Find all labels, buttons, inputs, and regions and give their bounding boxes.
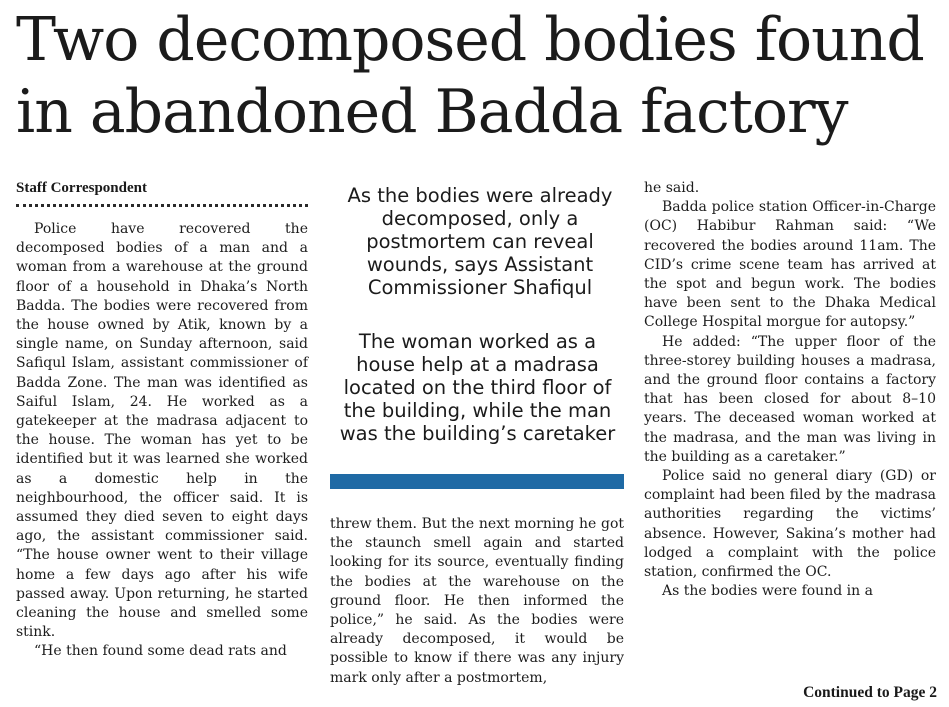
body-paragraph: Police said no general diary (GD) or complaint had been filed by the madrasa authorities regarding the victims’ absence. However, Sakina’s mother had lodged a complaint with the police station, confirmed the OC. — [644, 468, 936, 581]
headline: Two decomposed bodies found in abandoned Badda factory — [16, 5, 924, 147]
pull-quote: As the bodies were already decomposed, only a postmortem can reveal wounds, says Assistant Commissioner Shafiqul — [347, 184, 613, 299]
accent-bar — [330, 474, 624, 489]
body-paragraph: Police have recovered the decomposed bodies of a man and a woman from a warehouse at the ground floor of a household in Dhaka’s North Badda. The bodies were recovered from the house owned by Atik, known by a single name, on Sunday afternoon, said Safiqul Islam, assistant commissioner of Badda Zone. The man was identified as Saiful Islam, 24. He worked as a gatekeeper at the madrasa adjacent to the house. The woman has yet to be identified but it was learned she worked as a domestic help in the neighbourhood, the officer said. It is assumed they died seven to eight days ago, the assistant commissioner said. “The house owner went to their village home a few days ago after his wife passed away. Upon returning, he started cleaning the house and smelled some stink. — [16, 221, 308, 641]
body-paragraph: He added: “The upper floor of the three-storey building houses a madrasa, and the ground floor contains a factory that has been closed for about 8–10 years. The deceased woman worked at the madrasa, and the man was living in the building as a caretaker.” — [644, 333, 936, 465]
body-paragraph: he said. — [644, 180, 700, 196]
byline: Staff Correspondent — [16, 180, 147, 196]
article-column-1 — [16, 220, 308, 662]
article-column-2 — [330, 515, 624, 688]
body-paragraph: Badda police station Officer-in-Charge (OC) Habibur Rahman said: “We recovered the bodies around 11am. The CID’s crime scene team has arrived at the spot and begun work. The bodies have been sent to the Dhaka Medical College Hospital morgue for autopsy.” — [644, 199, 936, 331]
body-paragraph: As the bodies were found in a — [662, 583, 873, 600]
dotted-divider — [16, 204, 308, 207]
continued-link[interactable]: Continued to Page 2 — [803, 684, 937, 701]
body-paragraph: “He then found some dead rats and — [34, 643, 287, 660]
body-paragraph: threw them. But the next morning he got the staunch smell again and started looking for its source, eventually finding the bodies at the warehouse on the ground floor. He then informed the police,” he said. As the bodies were already decomposed, it would be possible to know if there was any injury mark only after a postmortem, — [330, 516, 624, 686]
pull-quote: The woman worked as a house help at a madrasa located on the third floor of the building, while the man was the building’s caretaker — [339, 330, 616, 445]
article-column-3 — [644, 179, 936, 601]
